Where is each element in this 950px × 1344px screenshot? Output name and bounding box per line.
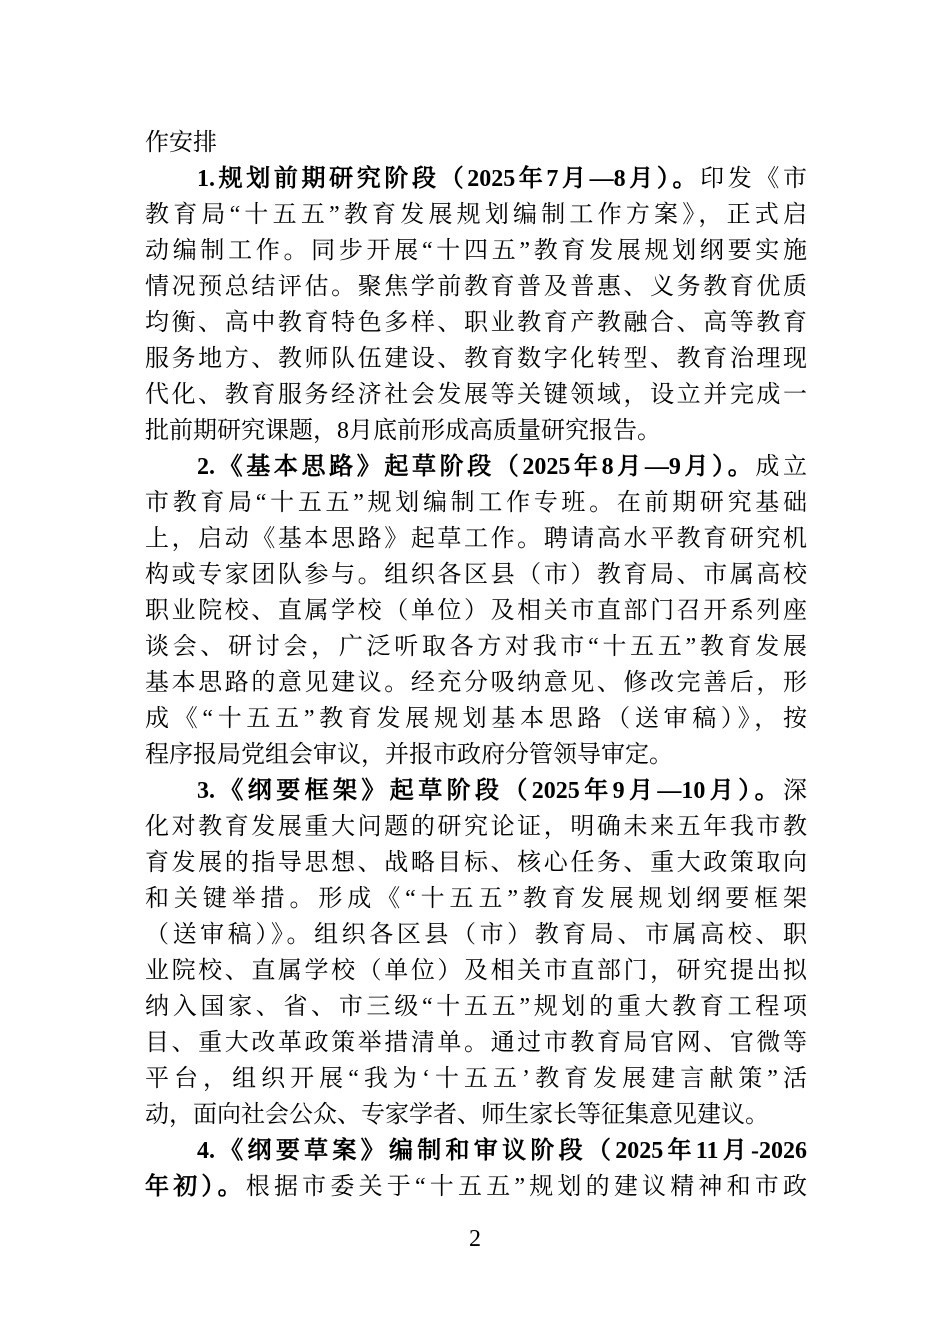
text-line	[145, 1169, 807, 1205]
text-line	[145, 773, 807, 809]
body-text: 代化、教育服务经济社会发展等关键领域，设立并完成一	[145, 382, 807, 408]
text-line	[145, 557, 807, 593]
text-line	[145, 593, 807, 629]
body-text: 市教育局“十五五”规划编制工作专班。在前期研究基础	[145, 490, 807, 516]
body-text: 动编制工作。同步开展“十四五”教育发展规划纲要实施	[145, 238, 807, 264]
paragraph	[145, 449, 807, 773]
text-line	[145, 341, 807, 377]
paragraph	[145, 125, 807, 161]
body-text: 深	[783, 778, 807, 804]
text-line	[145, 233, 807, 269]
body-text: 根据市委关于“十五五”规划的建议精神和市政	[245, 1174, 807, 1200]
body-text: 谈会、研讨会，广泛听取各方对我市“十五五”教育发展	[145, 634, 807, 660]
body-text: 上，启动《基本思路》起草工作。聘请高水平教育研究机	[145, 526, 807, 552]
body-text: 纳入国家、省、市三级“十五五”规划的重大教育工程项	[145, 994, 807, 1020]
body-text: 批前期研究课题，8月底前形成高质量研究报告。	[145, 418, 661, 444]
text-line	[145, 269, 807, 305]
text-line	[145, 1061, 807, 1097]
text-line	[145, 161, 807, 197]
body-text: 印发《市	[700, 166, 808, 192]
text-line	[145, 197, 807, 233]
body-text: 情况预总结评估。聚焦学前教育普及普惠、义务教育优质	[145, 274, 807, 300]
paragraph	[145, 773, 807, 1133]
body-text: 动，面向社会公众、专家学者、师生家长等征集意见建议。	[145, 1102, 769, 1128]
body-text: 基本思路的意见建议。经充分吸纳意见、修改完善后，形	[145, 670, 807, 696]
text-line	[145, 413, 807, 449]
text-line	[145, 305, 807, 341]
document-body	[145, 125, 807, 1205]
page-number: 2	[469, 1226, 481, 1252]
text-line	[145, 989, 807, 1025]
body-text: 服务地方、教师队伍建设、教育数字化转型、教育治理现	[145, 346, 807, 372]
text-line	[145, 845, 807, 881]
body-text: 成《“十五五”教育发展规划基本思路（送审稿）》，按	[145, 706, 807, 732]
body-text: 平台，组织开展“我为‘十五五’教育发展建言献策”活	[145, 1066, 807, 1092]
text-line	[145, 377, 807, 413]
paragraph	[145, 1133, 807, 1205]
body-text: 教育局“十五五”教育发展规划编制工作方案》，正式启	[145, 202, 807, 228]
text-line	[145, 125, 807, 161]
text-line	[145, 881, 807, 917]
body-text: 和关键举措。形成《“十五五”教育发展规划纲要框架	[145, 886, 807, 912]
body-text: 目、重大改革政策举措清单。通过市教育局官网、官微等	[145, 1030, 807, 1056]
section-heading: 2.《基本思路》起草阶段（2025年8月—9月）。	[197, 454, 756, 480]
body-text: 化对教育发展重大问题的研究论证，明确未来五年我市教	[145, 814, 807, 840]
body-text: 育发展的指导思想、战略目标、核心任务、重大政策取向	[145, 850, 807, 876]
body-text: 职业院校、直属学校（单位）及相关市直部门召开系列座	[145, 598, 807, 624]
section-heading: 3.《纲要框架》起草阶段（2025年9月—10月）。	[197, 778, 783, 804]
text-line	[145, 449, 807, 485]
body-text: 均衡、高中教育特色多样、职业教育产教融合、高等教育	[145, 310, 807, 336]
text-line	[145, 1025, 807, 1061]
text-line	[145, 485, 807, 521]
section-heading: 1.规划前期研究阶段（2025年7月—8月）。	[197, 166, 701, 192]
text-line	[145, 521, 807, 557]
text-line	[145, 665, 807, 701]
body-text: （送审稿）》。组织各区县（市）教育局、市属高校、职	[145, 922, 807, 948]
text-line	[145, 737, 807, 773]
text-line	[145, 809, 807, 845]
body-text: 程序报局党组会审议，并报市政府分管领导审定。	[145, 742, 673, 768]
text-line	[145, 701, 807, 737]
body-text: 业院校、直属学校（单位）及相关市直部门，研究提出拟	[145, 958, 807, 984]
paragraph	[145, 161, 807, 449]
text-line	[145, 1133, 807, 1169]
body-text: 成立	[755, 454, 808, 480]
section-heading: 4.《纲要草案》编制和审议阶段（2025年11月-2026	[197, 1138, 807, 1164]
body-text: 作安排	[145, 130, 217, 156]
text-line	[145, 953, 807, 989]
text-line	[145, 629, 807, 665]
text-line	[145, 917, 807, 953]
body-text: 构或专家团队参与。组织各区县（市）教育局、市属高校	[145, 562, 807, 588]
text-line	[145, 1097, 807, 1133]
section-heading: 年初）。	[145, 1174, 246, 1200]
